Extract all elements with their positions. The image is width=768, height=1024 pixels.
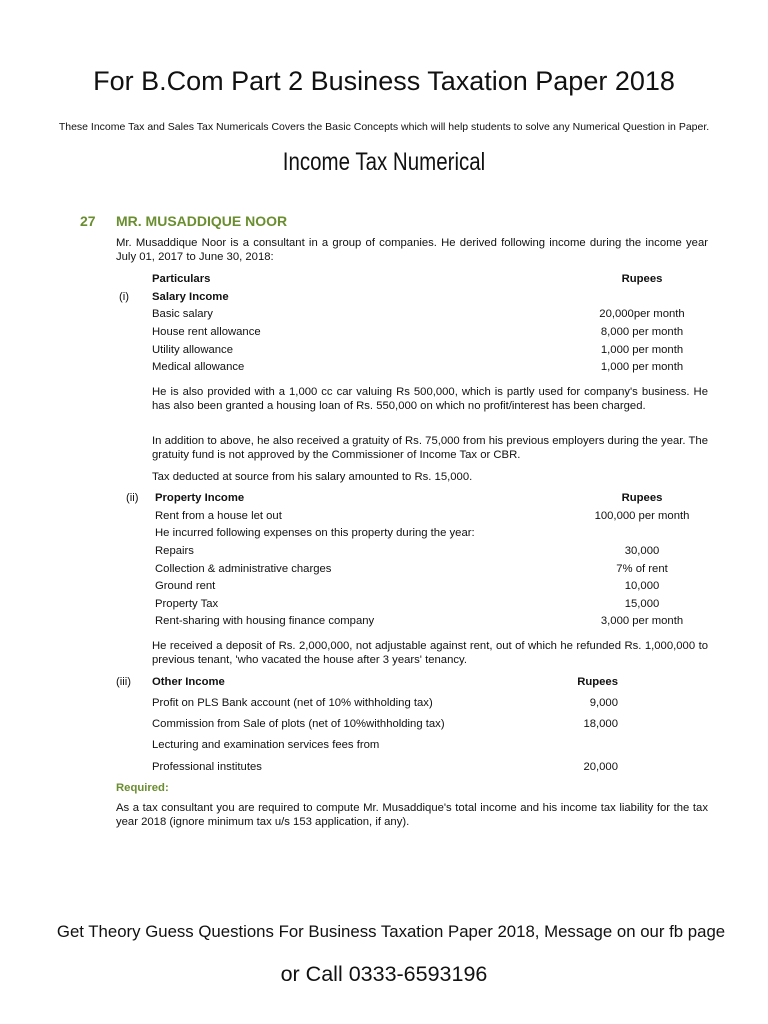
property-row-label: Collection & administrative charges	[155, 563, 332, 575]
property-rent-label: Rent from a house let out	[155, 510, 282, 522]
property-row-value: 30,000	[624, 545, 660, 557]
salary-note-tax-deducted: Tax deducted at source from his salary amounted to Rs. 15,000.	[152, 471, 473, 483]
other-row-value: 9,000	[589, 697, 618, 709]
property-note-deposit: He received a deposit of Rs. 2,000,000, not adjustable against rent, out of which he refunded Rs. 1,000,000 to previous tenant, 'who vacated the house after 3 years' tenancy.	[152, 640, 708, 666]
salary-row-value: 1,000 per month	[600, 361, 684, 373]
property-row-value: 3,000 per month	[600, 615, 684, 627]
footer-contact: or Call 0333-6593196	[280, 962, 488, 986]
salary-row-label: Utility allowance	[152, 344, 233, 356]
required-label: Required:	[116, 782, 169, 794]
property-row-value: 10,000	[624, 580, 660, 592]
salary-roman: (i)	[119, 291, 130, 303]
required-text: As a tax consultant you are required to compute Mr. Musaddique's total income and his income tax liability for the tax year 2018 (ignore minimum tax u/s 153 application, if any).	[116, 802, 708, 828]
salary-row-value: 20,000per month	[599, 308, 685, 320]
salary-row-value: 1,000 per month	[600, 344, 684, 356]
salary-note-car-loan: He is also provided with a 1,000 cc car valuing Rs 500,000, which is partly used for company's business. He has also been granted a housing loan of Rs. 550,000 on which no profit/interest has been charged.	[152, 386, 708, 412]
question-intro: Mr. Musaddique Noor is a consultant in a group of companies. He derived following income during the income year July 01, 2017 to June 30, 2018:	[116, 237, 708, 263]
property-rent-value: 100,000 per month	[594, 510, 690, 522]
property-row-label: Rent-sharing with housing finance company	[155, 615, 375, 627]
other-row-label: Commission from Sale of plots (net of 10%withholding tax)	[152, 718, 445, 730]
col-rupees-header: Rupees	[621, 273, 663, 285]
question-name: MR. MUSADDIQUE NOOR	[116, 213, 288, 229]
property-heading: Property Income	[155, 492, 245, 504]
other-row-label: Professional institutes	[152, 761, 262, 773]
other-row-value: 20,000	[583, 761, 618, 773]
other-row-label: Profit on PLS Bank account (net of 10% withholding tax)	[152, 697, 433, 709]
col-particulars-header: Particulars	[152, 273, 211, 285]
footer-promo: Get Theory Guess Questions For Business Taxation Paper 2018, Message on our fb page	[56, 922, 726, 941]
salary-row-label: Basic salary	[152, 308, 213, 320]
property-row-value: 7% of rent	[616, 563, 668, 575]
property-row-label: Repairs	[155, 545, 194, 557]
salary-row-value: 8,000 per month	[600, 326, 684, 338]
property-row-label: Property Tax	[155, 598, 219, 610]
other-roman: (iii)	[116, 676, 132, 688]
other-row-value: 18,000	[583, 718, 618, 730]
page-subtitle: These Income Tax and Sales Tax Numericals Covers the Basic Concepts which will help students to solve any Numerical Question in Paper.	[58, 121, 710, 133]
other-col-rupees: Rupees	[577, 676, 618, 688]
salary-note-gratuity: In addition to above, he also received a gratuity of Rs. 75,000 from his previous employers during the year. The gratuity fund is not approved by the Commissioner of Income Tax or CBR.	[152, 435, 708, 461]
question-number: 27	[80, 213, 96, 229]
salary-row-label: House rent allowance	[152, 326, 261, 338]
property-expenses-intro: He incurred following expenses on this property during the year:	[155, 527, 475, 539]
page-title: For B.Com Part 2 Business Taxation Paper 2018	[93, 66, 675, 96]
property-col-rupees: Rupees	[621, 492, 663, 504]
section-title: Income Tax Numerical	[282, 148, 486, 176]
property-row-label: Ground rent	[155, 580, 216, 592]
property-row-value: 15,000	[624, 598, 660, 610]
salary-heading: Salary Income	[152, 291, 229, 303]
salary-row-label: Medical allowance	[152, 361, 245, 373]
other-row-label: Lecturing and examination services fees from	[152, 739, 380, 751]
other-heading: Other Income	[152, 676, 225, 688]
property-roman: (ii)	[126, 492, 139, 504]
